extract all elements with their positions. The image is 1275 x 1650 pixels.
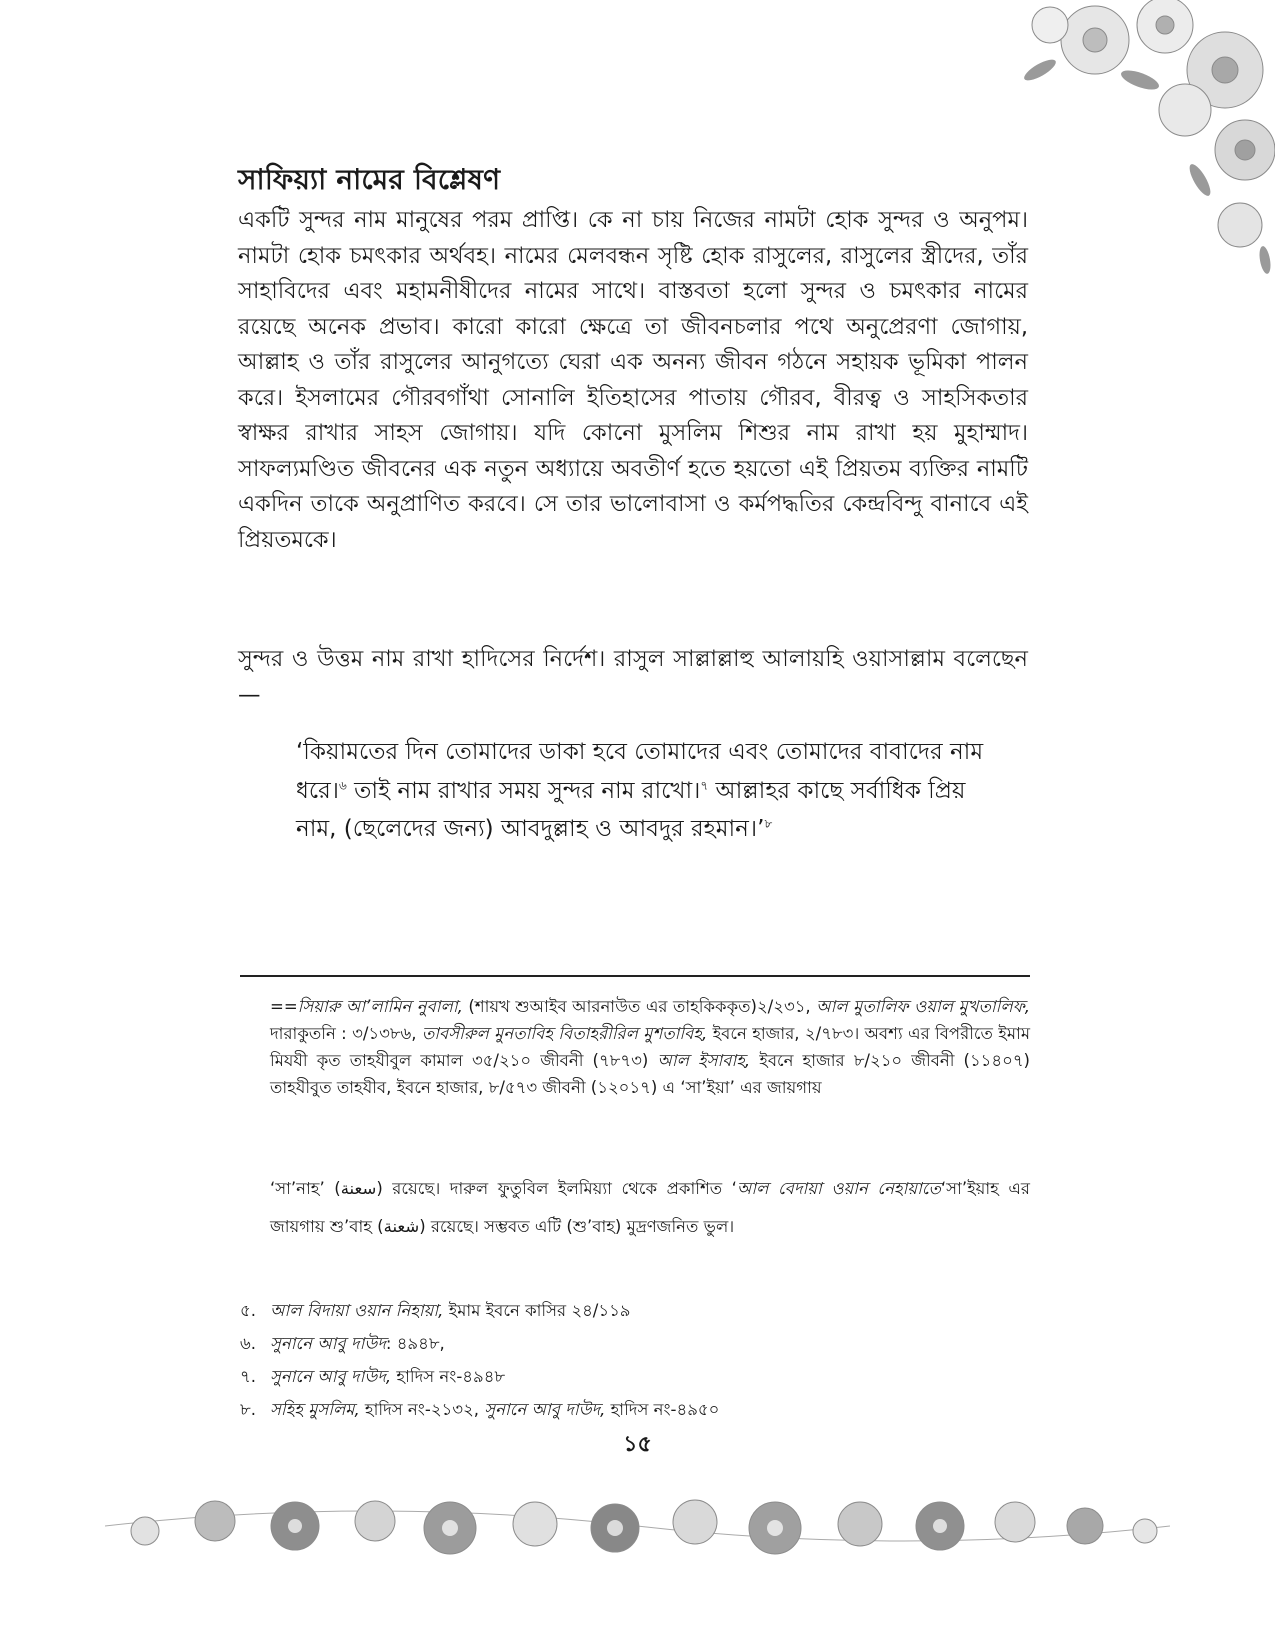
footnote-item: ৭. সুনানে আবু দাউদ, হাদিস নং-৪৯৪৮ xyxy=(240,1367,506,1386)
hadith-quote xyxy=(296,733,986,849)
flower xyxy=(1032,7,1068,43)
footnote-divider xyxy=(240,975,1030,977)
footnote-ref: ৭ xyxy=(700,777,709,792)
section-heading: সাফিয়্যা নামের বিশ্লেষণ xyxy=(238,163,501,196)
footnote-list xyxy=(240,1294,1030,1426)
footnote-item: ৮. সহিহ মুসলিম, হাদিস নং-২১৩২, সুনানে আবু দাউদ, হাদিস নং-৪৯৫০ xyxy=(240,1400,720,1419)
footnote-continued-2: ‘সা’নাহ’ (سعنة) রয়েছে। দারুল ফুতুবিল ইলমিয়্যা থেকে প্রকাশিত ‘আল বেদায়া ওয়ান নেহায়াতে‘সা’ইয়াহ এর জায়গায় শু’বাহ (شعنة) রয়েছে। সম্ভবত এটি (শু’বাহ) মুদ্রণজনিত ভুল। xyxy=(270,1179,1030,1236)
footnote-ref: ৬ xyxy=(339,777,347,792)
footnote-item: ৬. সুনানে আবু দাউদ: ৪৯৪৮, xyxy=(240,1334,445,1353)
quote-text: আল্লাহর কাছে সর্বাধিক প্রিয় নাম, (ছেলেদের জন্য) আবদুল্লাহ ও আবদুর রহমান।’ xyxy=(296,777,966,842)
body-paragraph-1: একটি সুন্দর নাম মানুষের পরম প্রাপ্তি। কে না চায় নিজের নামটা হোক সুন্দর ও অনুপম। নামটা হোক চমৎকার অর্থবহ। নামের মেলবন্ধন সৃষ্টি হোক রাসুলের, রাসুলের স্ত্রীদের, তাঁর সাহাবিদের এবং মহামনীষীদের নামের সাথে। বাস্তবতা হলো সুন্দর ও চমৎকার নামের রয়েছে অনেক প্রভাব। কারো কারো ক্ষেত্রে তা জীবনচলার পথে অনুপ্রেরণা জোগায়, আল্লাহ ও তাঁর রাসুলের আনুগত্যে ঘেরা এক অনন্য জীবন গঠনে সহায়ক ভূমিকা পালন করে। ইসলামের গৌরবগাঁথা সোনালি ইতিহাসের পাতায় গৌরব, বীরত্ব ও সাহসিকতার স্বাক্ষর রাখার সাহস জোগায়। যদি কোনো মুসলিম শিশুর নাম রাখা হয় মুহাম্মাদ। সাফল্যমণ্ডিত জীবনের এক নতুন অধ্যায়ে অবতীর্ণ হতে হয়তো এই প্রিয়তম ব্যক্তির নামটি একদিন তাকে অনুপ্রাণিত করবে। সে তার ভালোবাসা ও কর্মপদ্ধতির কেন্দ্রবিন্দু বানাবে এই প্রিয়তমকে। xyxy=(238,207,1028,553)
body-paragraph-2: সুন্দর ও উত্তম নাম রাখা হাদিসের নির্দেশ। রাসুল সাল্লাল্লাহু আলায়হি ওয়াসাল্লাম বলেছেন— xyxy=(238,646,1028,708)
flower xyxy=(1218,203,1262,247)
bottom-floral-border xyxy=(105,1476,1170,1576)
footnote-item: ৫. আল বিদায়া ওয়ান নিহায়া, ইমাম ইবনে কাসির ২৪/১১৯ xyxy=(240,1301,631,1320)
flower xyxy=(1159,84,1211,136)
quote-text: ‘কিয়ামতের দিন তোমাদের ডাকা হবে তোমাদের এবং তোমাদের বাবাদের নাম ধরে। xyxy=(296,739,984,804)
footnote-continued: ==সিয়ারু আ’লামিন নুবালা, (শায়খ শুআইব আরনাউত এর তাহকিককৃত)২/২৩১, আল মুতালিফ ওয়াল মুখতালিফ, দারাকুতনি : ৩/১৩৮৬, তাবসীরুল মুনতাবিহ বিতাহরীরিল মুশতাবিহ, ইবনে হাজার, ২/৭৮৩। অবশ্য এর বিপরীতে ইমাম মিযযী কৃত তাহযীবুল কামাল ৩৫/২১০ জীবনী (৭৮৭৩) আল ইসাবাহ, ইবনে হাজার ৮/২১০ জীবনী (১১৪০৭) তাহযীবুত তাহযীব, ইবনে হাজার, ৮/৫৭৩ জীবনী (১২০১৭) এ ‘সা’ইয়া’ এর জায়গায় xyxy=(270,997,1030,1097)
quote-text: তাই নাম রাখার সময় সুন্দর নাম রাখো। xyxy=(346,777,701,804)
footnote-ref: ৮ xyxy=(764,816,773,831)
page-number: ১৫ xyxy=(623,1432,652,1457)
